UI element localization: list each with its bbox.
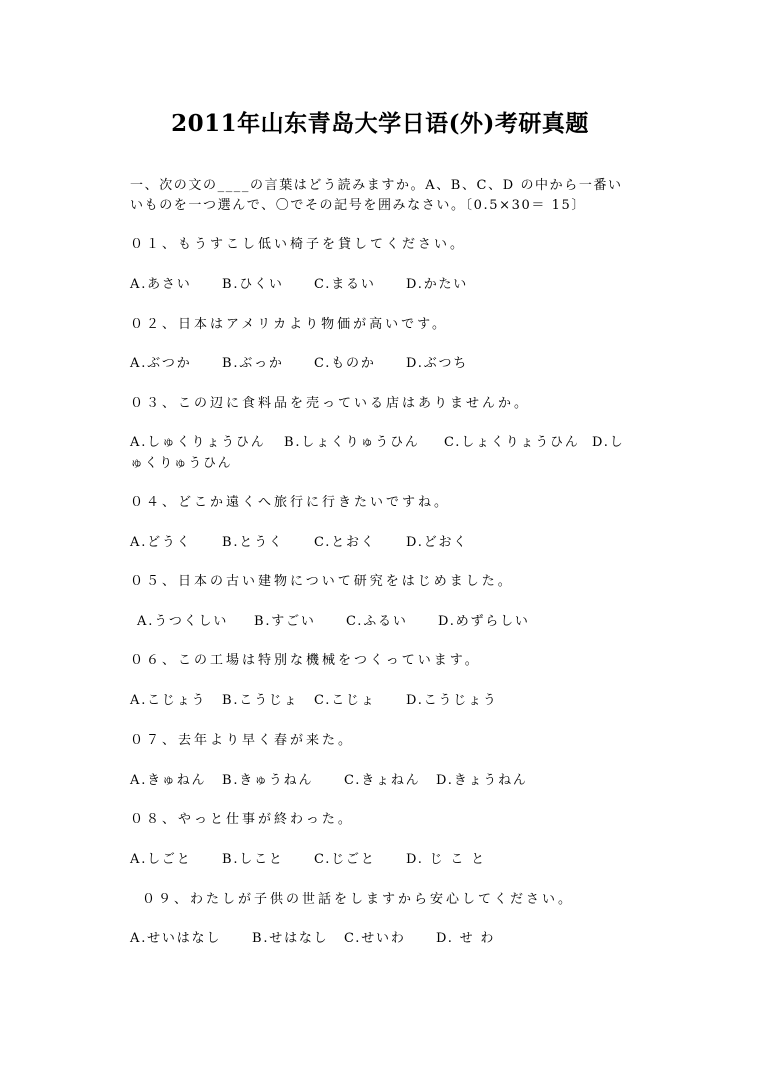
option-d: D.かたい: [406, 277, 469, 292]
options-04: [130, 534, 650, 552]
option-b: B.きゅうねん: [222, 773, 314, 788]
option-a: A.こじょう: [130, 693, 207, 708]
option-d: D.こうじょう: [406, 693, 498, 708]
question-03: ０３、この辺に食料品を売っている店はありませんか。: [130, 396, 531, 411]
options-09: [130, 930, 650, 948]
options-07: [130, 772, 650, 790]
option-c: C.とおく: [314, 535, 376, 550]
question-08: ０８、やっと仕事が終わった。: [130, 812, 354, 827]
question-09: ０９、わたしが子供の世話をしますから安心してください。: [142, 892, 575, 907]
option-d: D. せ わ: [436, 931, 496, 946]
option-d: D. じ こ と: [406, 852, 486, 867]
document-title: 2011年山东青岛大学日语(外)考研真题: [171, 110, 589, 137]
option-a: A.しゅくりょうひん: [130, 435, 266, 450]
option-c: C.ふるい: [346, 614, 408, 629]
option-b: B.しょくりゅうひん: [284, 435, 420, 450]
option-b: B.ひくい: [222, 277, 284, 292]
option-d-continuation: ゅくりゅうひん: [130, 456, 233, 471]
option-a: A.あさい: [130, 277, 192, 292]
option-a: A.ぶつか: [130, 356, 192, 371]
question-07: ０７、去年より早く春が来た。: [130, 733, 355, 748]
options-08: [130, 851, 650, 869]
options-05: [137, 613, 657, 631]
options-01: [130, 276, 650, 294]
instructions-line-1: 一、次の文の____の言葉はどう読みますか。A、B、C、D の中から一番い: [130, 178, 623, 193]
option-d: D.ぶつち: [406, 356, 469, 371]
question-05: ０５、日本の古い建物について研究をはじめました。: [130, 574, 514, 589]
option-c: C.ものか: [314, 356, 376, 371]
option-b: B.こうじょ: [222, 693, 299, 708]
options-02: [130, 355, 650, 373]
option-d: D.どおく: [406, 535, 469, 550]
option-c: C.せいわ: [344, 931, 406, 946]
question-04: ０４、どこか遠くへ旅行に行きたいですね。: [130, 495, 451, 510]
option-b: B.すごい: [254, 614, 316, 629]
option-b: B.ぶっか: [222, 356, 284, 371]
options-06: [130, 692, 650, 710]
question-06: ０６、この工場は特別な機械をつくっています。: [130, 653, 481, 668]
question-02: ０２、日本はアメリカより物価が高いです。: [130, 317, 449, 332]
option-b: B.とうく: [222, 535, 284, 550]
option-c: C.しょくりょうひん: [444, 435, 580, 450]
option-a: A.しごと: [130, 852, 192, 867]
options-03: [130, 434, 650, 452]
option-d: D.きょうねん: [436, 773, 528, 788]
question-01: ０１、もうすこし低い椅子を貸してください。: [130, 237, 467, 252]
instructions-line-2: いものを一つ選んで、〇でその記号を囲みなさい。〔0.5×30＝ 15〕: [130, 198, 587, 213]
option-d: D.し: [592, 435, 625, 450]
option-c: C.じごと: [314, 852, 376, 867]
option-a: A.うつくしい: [137, 614, 229, 629]
option-b: B.しこと: [222, 852, 284, 867]
option-c: C.まるい: [314, 277, 376, 292]
option-a: A.どうく: [130, 535, 192, 550]
option-d: D.めずらしい: [438, 614, 530, 629]
option-a: A.せいはなし: [130, 931, 222, 946]
option-c: C.こじょ: [314, 693, 376, 708]
option-b: B.せはなし: [252, 931, 329, 946]
option-a: A.きゅねん: [130, 773, 207, 788]
option-c: C.きょねん: [344, 773, 421, 788]
